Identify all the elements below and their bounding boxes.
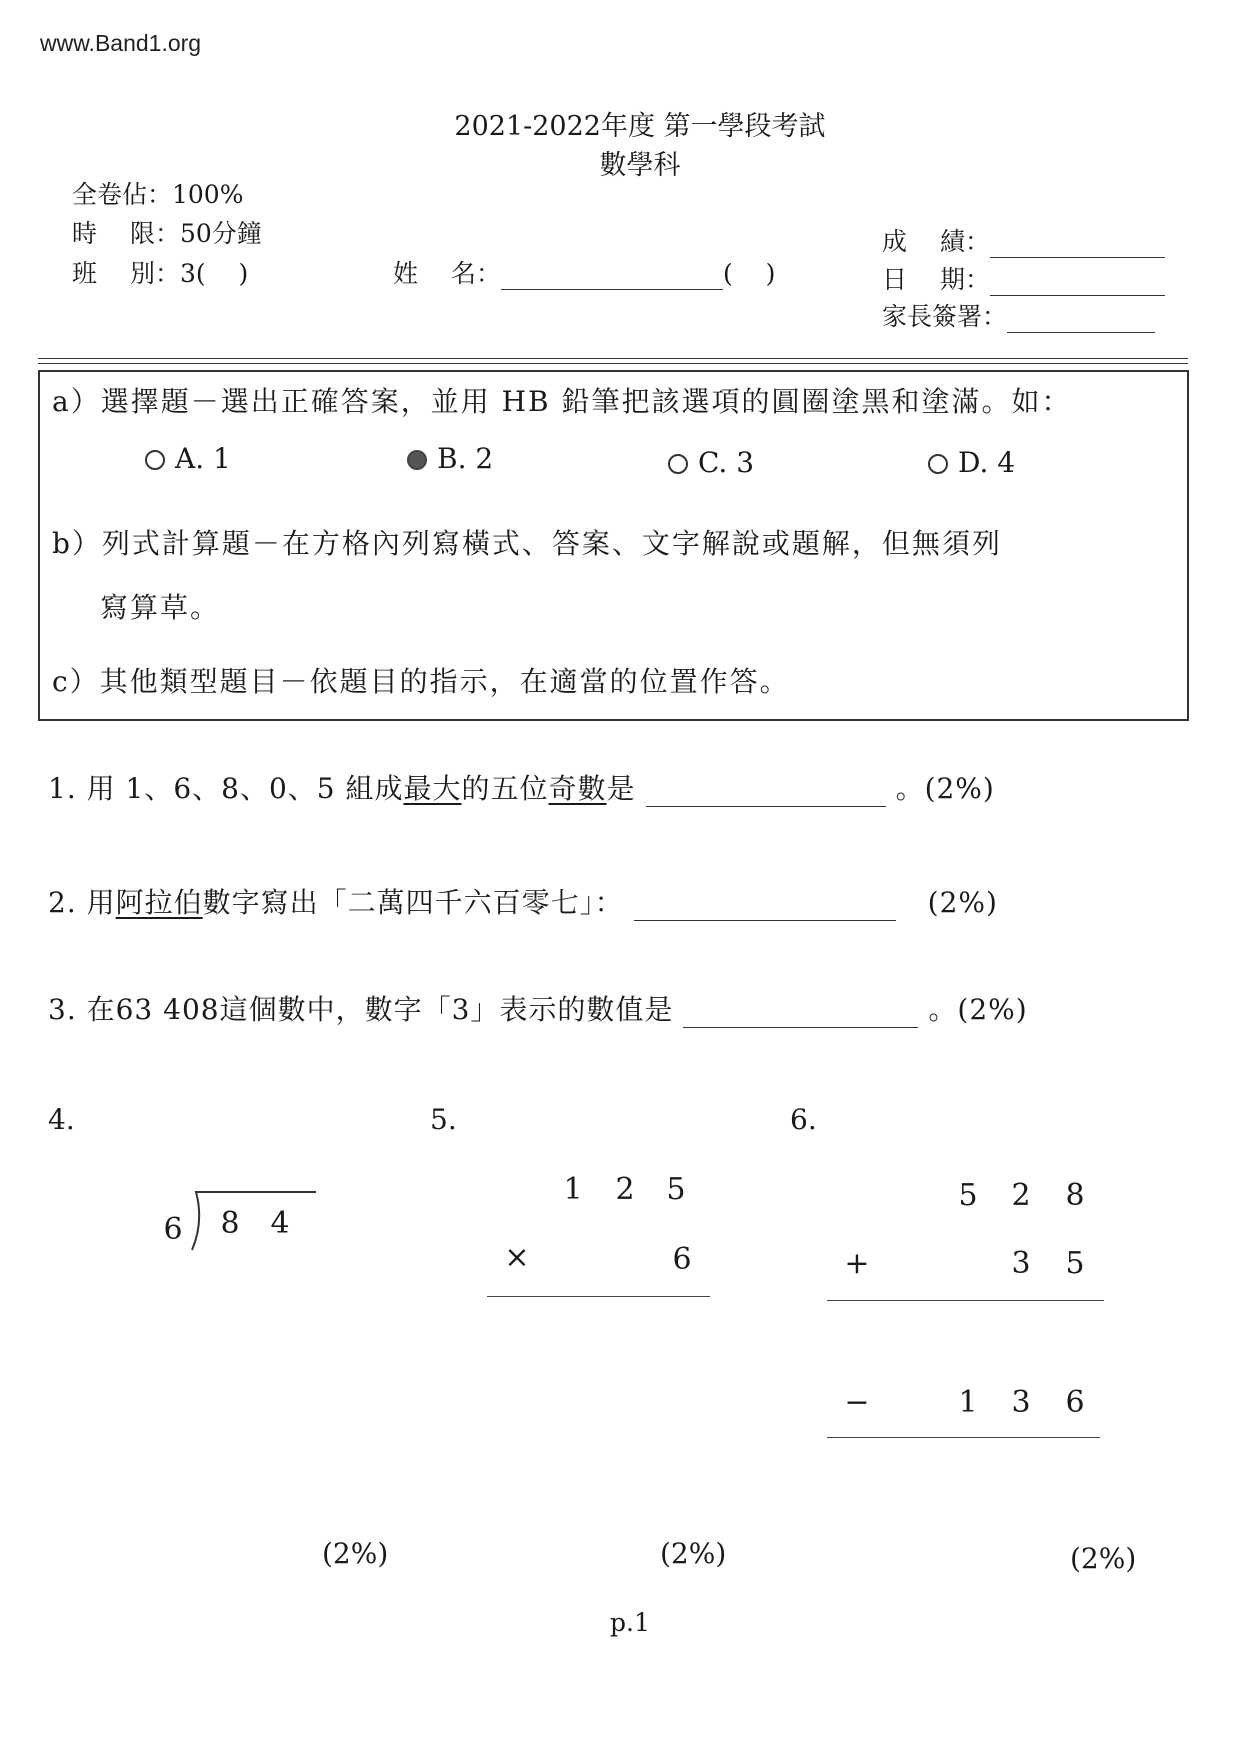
name-field[interactable] xyxy=(393,254,775,290)
q1-underlined-largest: 最大 xyxy=(403,772,462,805)
instruction-a: a）選擇題－選出正確答案，並用 HB 鉛筆把該選項的圓圈塗黑和塗滿。如： xyxy=(52,385,1072,418)
option-d xyxy=(928,446,1015,479)
header-divider xyxy=(38,358,1188,364)
instruction-b-line2: 寫算草。 xyxy=(100,591,221,624)
option-a-label: A. 1 xyxy=(175,442,231,475)
q5-digit: 5 xyxy=(666,1172,686,1207)
site-watermark: www.Band1.org xyxy=(40,30,202,56)
date-blank[interactable] xyxy=(990,271,1165,296)
score-field[interactable] xyxy=(882,222,1165,258)
exam-subject: 數學科 xyxy=(599,150,681,181)
q1-underlined-odd: 奇數 xyxy=(548,772,607,805)
option-b-label: B. 2 xyxy=(437,442,494,475)
q6-digit: 5 xyxy=(1065,1246,1085,1281)
q1-answer-blank[interactable] xyxy=(646,778,886,807)
q6-minus-operator: − xyxy=(844,1385,870,1420)
option-a xyxy=(145,442,231,475)
q5-multiply-operator: × xyxy=(504,1240,530,1275)
q2-answer-blank[interactable] xyxy=(634,892,896,921)
signature-field[interactable] xyxy=(882,297,1155,333)
score-label: 成 績： xyxy=(882,227,990,256)
q5-digit: 6 xyxy=(672,1242,692,1277)
q6-digit: 1 xyxy=(958,1385,978,1420)
q2-underlined-arabic: 阿拉伯 xyxy=(115,886,203,919)
page-number: p.1 xyxy=(610,1608,650,1637)
signature-blank[interactable] xyxy=(1007,308,1155,333)
q6-number: 6. xyxy=(790,1103,817,1136)
option-d-label: D. 4 xyxy=(958,446,1016,479)
q6-digit: 3 xyxy=(1011,1246,1031,1281)
q6-plus-operator: + xyxy=(844,1246,870,1281)
q6-digit: 6 xyxy=(1065,1385,1085,1420)
instruction-c: c）其他類型題目－依題目的指示，在適當的位置作答。 xyxy=(52,665,790,698)
score-blank[interactable] xyxy=(990,233,1165,258)
question-3: 3. 在63 408這個數中，數字「3」表示的數值是 。(2%) xyxy=(48,993,1028,1026)
name-paren: ( ) xyxy=(722,259,776,288)
q6-digit: 2 xyxy=(1011,1178,1031,1213)
q6-second-answer-line xyxy=(827,1437,1100,1438)
q5-digit: 2 xyxy=(615,1172,635,1207)
q6-digit: 8 xyxy=(1065,1178,1085,1213)
exam-title: 2021-2022年度 第一學段考試 xyxy=(454,111,826,142)
q6-marks: (2%) xyxy=(1070,1542,1137,1575)
option-c-label: C. 3 xyxy=(698,446,755,479)
q4-dividend-digit-2: 4 xyxy=(270,1206,290,1241)
q4-dividend-digit-1: 8 xyxy=(220,1206,240,1241)
instruction-b-line1: b）列式計算題－在方格內列寫橫式、答案、文字解說或題解，但無須列 xyxy=(52,527,1002,560)
class-field[interactable]: 班 別：3( ) xyxy=(72,259,249,288)
weight-label: 全卷佔：100% xyxy=(72,180,244,209)
date-label: 日 期： xyxy=(882,265,990,294)
question-1: 1. 用 1、6、8、0、5 組成最大的五位奇數是 。(2%) xyxy=(48,772,995,805)
q4-divisor: 6 xyxy=(163,1212,183,1247)
option-c-circle-icon xyxy=(668,454,688,474)
date-field[interactable] xyxy=(882,260,1165,296)
option-b-filled-circle-icon xyxy=(407,450,427,470)
option-d-circle-icon xyxy=(928,454,948,474)
q4-number: 4. xyxy=(48,1103,75,1136)
option-b xyxy=(407,442,493,475)
name-blank[interactable] xyxy=(501,265,723,290)
time-label: 時 限：50分鐘 xyxy=(72,219,262,248)
option-a-circle-icon xyxy=(145,450,165,470)
q6-first-answer-line xyxy=(827,1300,1104,1301)
q6-digit: 5 xyxy=(958,1178,978,1213)
name-label: 姓 名： xyxy=(393,259,501,288)
long-division-bracket-icon xyxy=(190,1188,320,1254)
q5-number: 5. xyxy=(430,1103,457,1136)
question-2: 2. 用阿拉伯數字寫出「二萬四千六百零七」： (2%) xyxy=(48,886,998,919)
q5-answer-line xyxy=(487,1296,710,1297)
q5-digit: 1 xyxy=(563,1172,583,1207)
option-c xyxy=(668,446,754,479)
q4-marks: (2%) xyxy=(322,1537,389,1570)
q6-digit: 3 xyxy=(1011,1385,1031,1420)
signature-label: 家長簽署： xyxy=(882,302,1008,331)
q3-answer-blank[interactable] xyxy=(683,999,918,1028)
q5-marks: (2%) xyxy=(660,1537,727,1570)
